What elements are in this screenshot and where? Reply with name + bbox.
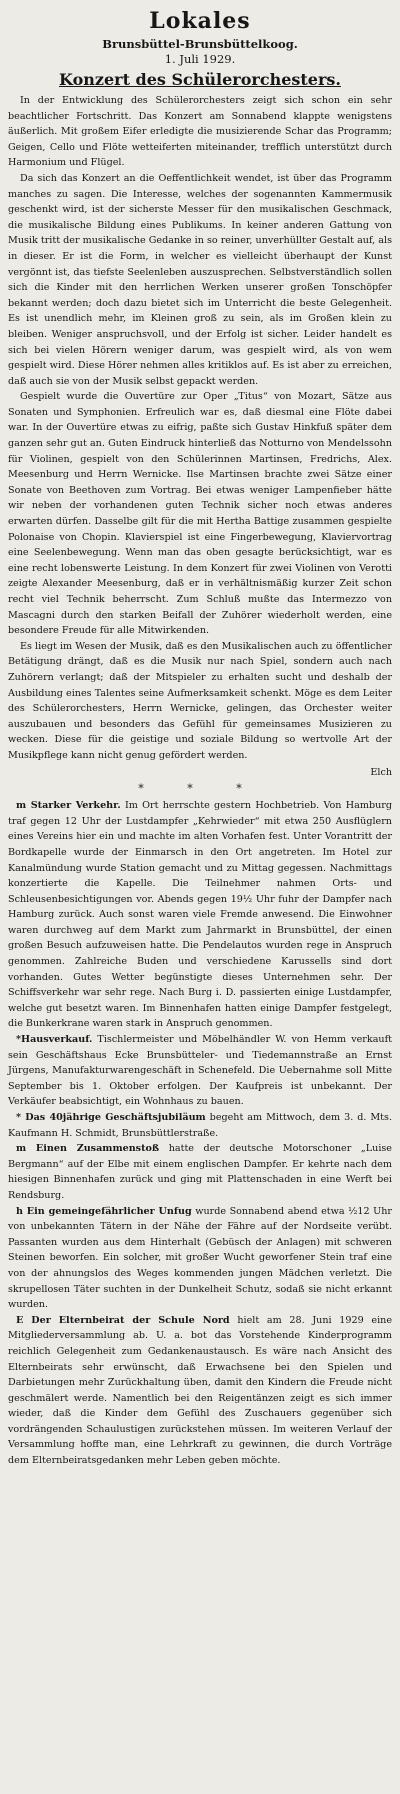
news-item-lead: m Starker Verkehr.	[16, 800, 121, 812]
dateline-place: Brunsbüttel-Brunsbüttelkoog.	[102, 37, 298, 51]
section-separator: * * *	[138, 782, 262, 796]
news-item-lead: h Ein gemeingefährlicher Unfug	[16, 1205, 192, 1217]
article-paragraph: Gespielt wurde die Ouvertüre zur Oper „Titus“ von Mozart, Sätze aus Sonaten und Symphonien. Erfreulich war es, daß diesmal eine Flöte dabei war. In der Ouvertüre etwas zu eifrig, paßte sich Gustav Hinkfuß später dem ganzen sehr gut an. Guten Eindruck hinterließ das Notturno von Mendelssohn für Violinen, gespielt von den Schülerinnen Martinsen, Fredrichs, Alex. Meesenburg und Herrn Wernicke. Ilse Martinsen brachte zwei Sätze einer Sonate von Beethoven zum Vortrag. Bei etwas weniger Lampenfieber hätte wir neben der vorhandenen guten Technik sicher noch etwas anderes erwarten dürfen. Dasselbe gilt für die mit Hertha Battige zusammen gespielte Polonaise von Chopin. Klavierspiel ist eine Fingerbewegung, Klaviervortrag eine Seelenbewegung. Wenn man das oben gesagte berücksichtigt, war es eine recht lobenswerte Leistung. In dem Konzert für zwei Violinen von Verotti zeigte Alexander Meesenburg, daß er in verhältnismäßig kurzer Zeit schon recht viel Technik beherrscht. Zum Schluß mußte das Intermezzo von Mascagni durch den starken Beifall der Zuhörer wiederholt werden, eine besondere Freude für alle Mitwirkenden.	[8, 391, 392, 637]
news-item	[8, 1204, 392, 1313]
news-item	[8, 1032, 392, 1110]
dateline-date: 1. Juli 1929.	[164, 52, 236, 66]
news-item	[8, 798, 392, 1032]
news-item	[8, 1313, 392, 1469]
article-headline: Konzert des Schülerorchesters.	[59, 70, 341, 89]
news-item-text: begeht am Mittwoch, dem 3. d. Mts. Kaufmann H. Schmidt, Brunsbüttlerstraße.	[8, 1112, 392, 1139]
section-masthead: Lokales	[149, 8, 251, 34]
article-paragraph: In der Entwicklung des Schülerorchesters zeigt sich schon ein sehr beachtlicher Fortschritt. Das Konzert am Sonnabend klappte wenigstens äußerlich. Mit großem Eifer erledigte die musizierende Schar das Programm; Geigen, Cello und Flöte wetteiferten miteinander, trefflich unterstützt durch Harmonium und Flügel.	[8, 95, 392, 169]
concert-article-body	[8, 93, 392, 764]
news-item-text: hielt am 28. Juni 1929 eine Mitgliederversammlung ab. U. a. bot das Vorstehende Kinderprogramm reichlich Gelegenheit zum Gedankenaustausch. Es wäre nach Ansicht des Elternbeirats sehr erwünscht, daß Erwachsene bei den Spielen und Darbietungen mehr Zurückhaltung üben, damit den Kindern die Freude nicht geschmälert werde. Namentlich bei den Reigentänzen zeigt es sich immer wieder, daß die Kinder dem Gefühl des Zuschauers gegenüber sich vordrängenden Schaulustigen zurückstehen müssen. Im weiteren Verlauf der Versammlung hoffte man, eine Lehrkraft zu gewinnen, die durch Vorträge dem Elternbeiratsgedanken mehr Leben geben möchte.	[8, 1314, 392, 1467]
news-item-text: Im Ort herrschte gestern Hochbetrieb. Von Hamburg traf gegen 12 Uhr der Lustdampfer „Kehrwieder“ mit etwa 250 Ausflüglern eines Vereins hier ein und machte im alten Vorhafen fest. Unter Vorantritt der Bordkapelle wurde der Einmarsch in den Ort angetreten. Im Hotel zur Kanalmündung wurde Station gemacht und zu Mittag gegessen. Nachmittags konzertierte die Kapelle. Die Teilnehmer nahmen Orts- und Schleusenbesichtigungen vor. Abends gegen 19½ Uhr fuhr der Dampfer nach Hamburg zurück. Auch sonst waren viele Fremde anwesend. Die Einwohner waren durchweg auf dem Markt zum Jahrmarkt in Brunsbüttel, der einen großen Besuch aufzuweisen hatte. Die Pendelautos wurden rege in Anspruch genommen. Zahlreiche Buden und verschiedene Karussells sind dort vorhanden. Gutes Wetter begünstigte dieses Unternehmen sehr. Der Schiffsverkehr war sehr rege. Nach Burg i. D. passierten einige Lustdampfer, welche gut besetzt waren. Im Binnenhafen hatten einige Dampfer festgelegt, die Bunkerkrane waren stark in Anspruch genommen.	[8, 800, 392, 1030]
local-news-list	[8, 798, 392, 1469]
news-item-text: Tischlermeister und Möbelhändler W. von Hemm verkauft sein Geschäftshaus Ecke Brunsbütteler- und Tiedemannstraße an Ernst Jürgens, Manufakturwarengeschäft in Schenefeld. Die Uebernahme soll Mitte September bis 1. Oktober erfolgen. Der Kaufpreis ist unbekannt. Der Verkäufer beabsichtigt, ein Wohnhaus zu bauen.	[8, 1034, 392, 1108]
news-item-lead: *Hausverkauf.	[16, 1034, 93, 1046]
news-item-text: hatte der deutsche Motorschoner „Luise Bergmann“ auf der Elbe mit einem englischen Dampfer. Er kehrte nach dem hiesigen Binnenhafen zurück und ging mit Plattenschaden in eine Werft bei Rendsburg.	[8, 1143, 392, 1201]
author-signature: Elch	[370, 766, 392, 778]
news-item-lead: m Einen Zusammenstoß	[16, 1143, 160, 1155]
news-item-lead: E Der Elternbeirat der Schule Nord	[16, 1314, 230, 1326]
news-item	[8, 1110, 392, 1141]
news-item-lead: * Das 40jährige Geschäftsjubiläum	[16, 1112, 206, 1123]
article-paragraph: Da sich das Konzert an die Oeffentlichkeit wendet, ist über das Programm manches zu sagen. Die Interesse, welches der sogenannten Kammermusik geschenkt wird, ist der sicherste Messer für den musikalischen Geschmack, die musikalische Bildung eines Publikums. In keiner anderen Gattung von Musik tritt der musikalische Gedanke in so reiner, unverhüllter Gestalt auf, als in dieser. Er ist die Form, in welcher es vielleicht überhaupt der Kunst vergönnt ist, das tiefste Seelenleben auszusprechen. Selbstverständlich sollen sich die Kinder mit den herrlichen Werken unserer großen Tonschöpfer bekannt werden; doch dazu bietet sich im Unterricht die beste Gelegenheit. Es ist unendlich mehr, im Kleinen groß zu sein, als im Großen klein zu bleiben. Weniger anspruchsvoll, und der Erfolg ist sicher. Leider handelt es sich bei vielen Hörern weniger darum, was gespielt wird, als von wem gespielt wird. Diese Hörer nehmen alles kritiklos auf. Es ist aber zu erreichen, daß auch sie von der Musik selbst gepackt werden.	[8, 172, 392, 387]
news-item	[8, 1141, 392, 1203]
article-paragraph: Es liegt im Wesen der Musik, daß es den Musikalischen auch zu öffentlicher Betätigung drängt, daß es die Musik nur nach Spiel, sondern auch nach Zuhörern verlangt; daß der Mitspieler zu erhalten sucht und deshalb der Ausbildung eines Talentes seine Aufmerksamkeit schenkt. Möge es dem Leiter des Schülerorchesters, Herrn Wernicke, gelingen, das Orchester weiter auszubauen und besonders das Gefühl für gemeinsames Musizieren zu wecken. Diese für die geistige und soziale Bildung so wertvolle Art der Musikpflege kann nicht genug gefördert werden.	[8, 640, 392, 761]
news-item-text: wurde Sonnabend abend etwa ½12 Uhr von unbekannten Tätern in der Nähe der Fähre auf der Nordseite verübt. Passanten wurden aus dem Hinterhalt (Gebüsch der Anlagen) mit schweren Steinen beworfen. Ein solcher, mit großer Wucht geworfener Stein traf eine von der ahnungslos des Weges kommenden jungen Mädchen verletzt. Die skrupellosen Täter suchten in der Dunkelheit Schutz, sodaß sie nicht erkannt wurden.	[8, 1205, 392, 1311]
